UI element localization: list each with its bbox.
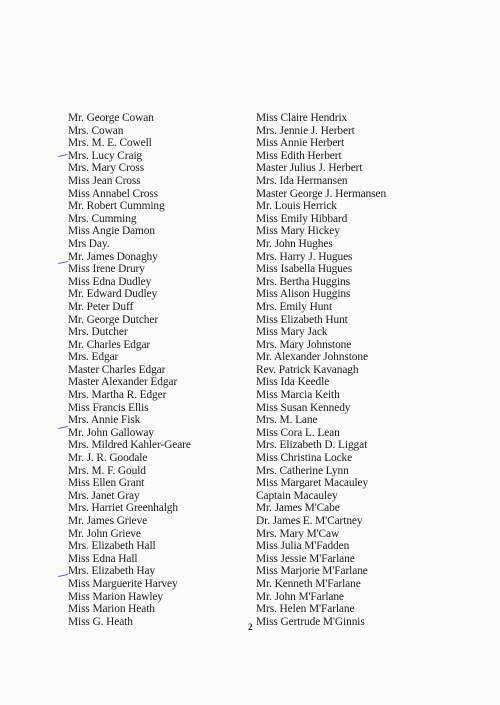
passenger-name: Miss Alison Huggins — [256, 288, 351, 301]
passenger-name: Miss Claire Hendrix — [256, 112, 348, 124]
passenger-name: Mrs. Elizabeth D. Liggat — [256, 439, 368, 452]
passenger-name: Mr. John Hughes — [256, 237, 333, 250]
passenger-name: Mrs. Mildred Kahler-Geare — [68, 439, 191, 452]
passenger-name: Mrs. Harriet Greenhalgh — [68, 502, 178, 515]
passenger-name: Mrs. Martha R. Edger — [68, 389, 167, 402]
passenger-name: Mrs. Lucy Craig — [68, 149, 143, 162]
passenger-name: Mr. Edward Dudley — [68, 288, 158, 301]
passenger-name: Miss Julia M'Fadden — [256, 540, 350, 553]
passenger-name: Miss Cora L. Lean — [256, 426, 340, 439]
passenger-list-right — [256, 112, 386, 628]
passenger-name: Mrs. Mary Johnstone — [256, 338, 352, 351]
passenger-name: Miss Marjorie M'Farlane — [256, 565, 368, 578]
passenger-name: Mrs. Helen M'Farlane — [256, 603, 355, 616]
passenger-name: Master George J. Hermansen — [256, 187, 387, 200]
passenger-name: Miss Jean Cross — [68, 174, 141, 187]
passenger-name: Miss Marion Hawley — [68, 590, 164, 603]
passenger-name: Miss Isabella Hugues — [256, 263, 353, 276]
passenger-name: Miss Mary Jack — [256, 326, 328, 339]
passenger-name: Mrs. Dutcher — [68, 326, 128, 339]
passenger-name: Mr. James Grieve — [68, 515, 148, 527]
passenger-name: Miss Emily Hibbard — [256, 212, 348, 225]
passenger-name: Mrs. Annie Fisk — [68, 414, 141, 427]
passenger-name: Mr. James Donaghy — [68, 250, 158, 263]
passenger-name: Mrs. M. Lane — [256, 414, 318, 427]
passenger-name: Miss Annabel Cross — [68, 187, 158, 200]
passenger-name: Miss Ida Keedle — [256, 376, 330, 389]
passenger-name: Mr. Alexander Johnstone — [256, 351, 368, 364]
passenger-list-left — [68, 112, 191, 628]
passenger-name: Mrs. Catherine Lynn — [256, 464, 349, 477]
passenger-name: Mrs. M. E. Cowell — [68, 137, 152, 150]
passenger-name: Miss Marion Heath — [68, 603, 155, 616]
passenger-name: Miss Elizabeth Hunt — [256, 313, 348, 326]
passenger-name: Mrs. Elizabeth Hall — [68, 540, 156, 553]
passenger-name: Miss Marguerite Harvey — [68, 577, 178, 590]
passenger-name: Miss Edith Herbert — [256, 149, 342, 162]
passenger-name: Mrs. Janet Gray — [68, 489, 140, 502]
passenger-name: Mr. James M'Cabe — [256, 502, 340, 515]
passenger-name: Mr. Kenneth M'Farlane — [256, 577, 361, 590]
passenger-name: Master Alexander Edgar — [68, 376, 178, 389]
passenger-name: Miss Gertrude M'Ginnis — [256, 615, 365, 628]
passenger-name: Miss Jessie M'Farlane — [256, 552, 355, 565]
passenger-name: Mrs. Harry J. Hugues — [256, 250, 353, 263]
passenger-name: Miss Mary Hickey — [256, 225, 340, 238]
passenger-name: Miss Edna Dudley — [68, 275, 152, 288]
passenger-name: Mrs. Elizabeth Hay — [68, 565, 156, 578]
passenger-name: Mr. Robert Cumming — [68, 200, 165, 213]
passenger-name: Mrs. Edgar — [68, 351, 119, 364]
passenger-name: Mrs. Jennie J. Herbert — [256, 124, 355, 137]
passenger-name: Mrs. Mary M'Caw — [256, 527, 340, 540]
passenger-name: Mr. George Cowan — [68, 112, 154, 124]
passenger-name: Rev. Patrick Kavanagh — [256, 363, 359, 376]
passenger-name: Mr. Louis Herrick — [256, 200, 337, 213]
passenger-name: Miss Margaret Macauley — [256, 477, 369, 490]
passenger-name: Mr. John Galloway — [68, 426, 154, 439]
passenger-name: Mrs Day. — [68, 237, 110, 250]
pen-mark — [58, 261, 68, 264]
passenger-name: Mr. John Grieve — [68, 527, 141, 540]
passenger-name: Mrs. Mary Cross — [68, 162, 145, 175]
passenger-name: Miss Marcia Keith — [256, 389, 340, 402]
passenger-name: Miss Ellen Grant — [68, 477, 145, 490]
passenger-name: Miss Angie Damon — [68, 225, 155, 238]
passenger-name: Miss Irene Drury — [68, 263, 145, 276]
passenger-name: Mr. John M'Farlane — [256, 590, 344, 603]
passenger-name: Captain Macauley — [256, 489, 338, 502]
passenger-name: Mrs. Ida Hermansen — [256, 174, 348, 187]
page-number: 2 — [248, 622, 253, 632]
passenger-name: Mr. Charles Edgar — [68, 338, 151, 351]
pen-mark — [58, 574, 68, 577]
passenger-name: Miss Susan Kennedy — [256, 401, 351, 414]
passenger-name: Miss Annie Herbert — [256, 137, 345, 150]
passenger-name: Mrs. Bertha Huggins — [256, 275, 350, 288]
passenger-name: Miss Christina Locke — [256, 452, 353, 465]
passenger-name: Mr. J. R. Goodale — [68, 452, 148, 465]
passenger-name: Master Charles Edgar — [68, 363, 166, 376]
passenger-name: Mr. George Dutcher — [68, 313, 159, 326]
passenger-name: Mrs. Cumming — [68, 212, 137, 225]
passenger-name: Miss Edna Hall — [68, 552, 138, 565]
passenger-name: Master Julius J. Herbert — [256, 162, 363, 175]
passenger-name: Mrs. M. F. Gould — [68, 464, 146, 477]
passenger-name: Mr. Peter Duff — [68, 300, 134, 313]
passenger-name: Mrs. Emily Hunt — [256, 300, 333, 313]
passenger-name: Mrs. Cowan — [68, 124, 124, 137]
pen-mark — [58, 154, 68, 157]
pen-mark — [58, 426, 68, 429]
passenger-name: Dr. James E. M'Cartney — [256, 515, 363, 527]
passenger-name: Miss G. Heath — [68, 615, 133, 628]
passenger-name: Miss Francis Ellis — [68, 401, 149, 414]
